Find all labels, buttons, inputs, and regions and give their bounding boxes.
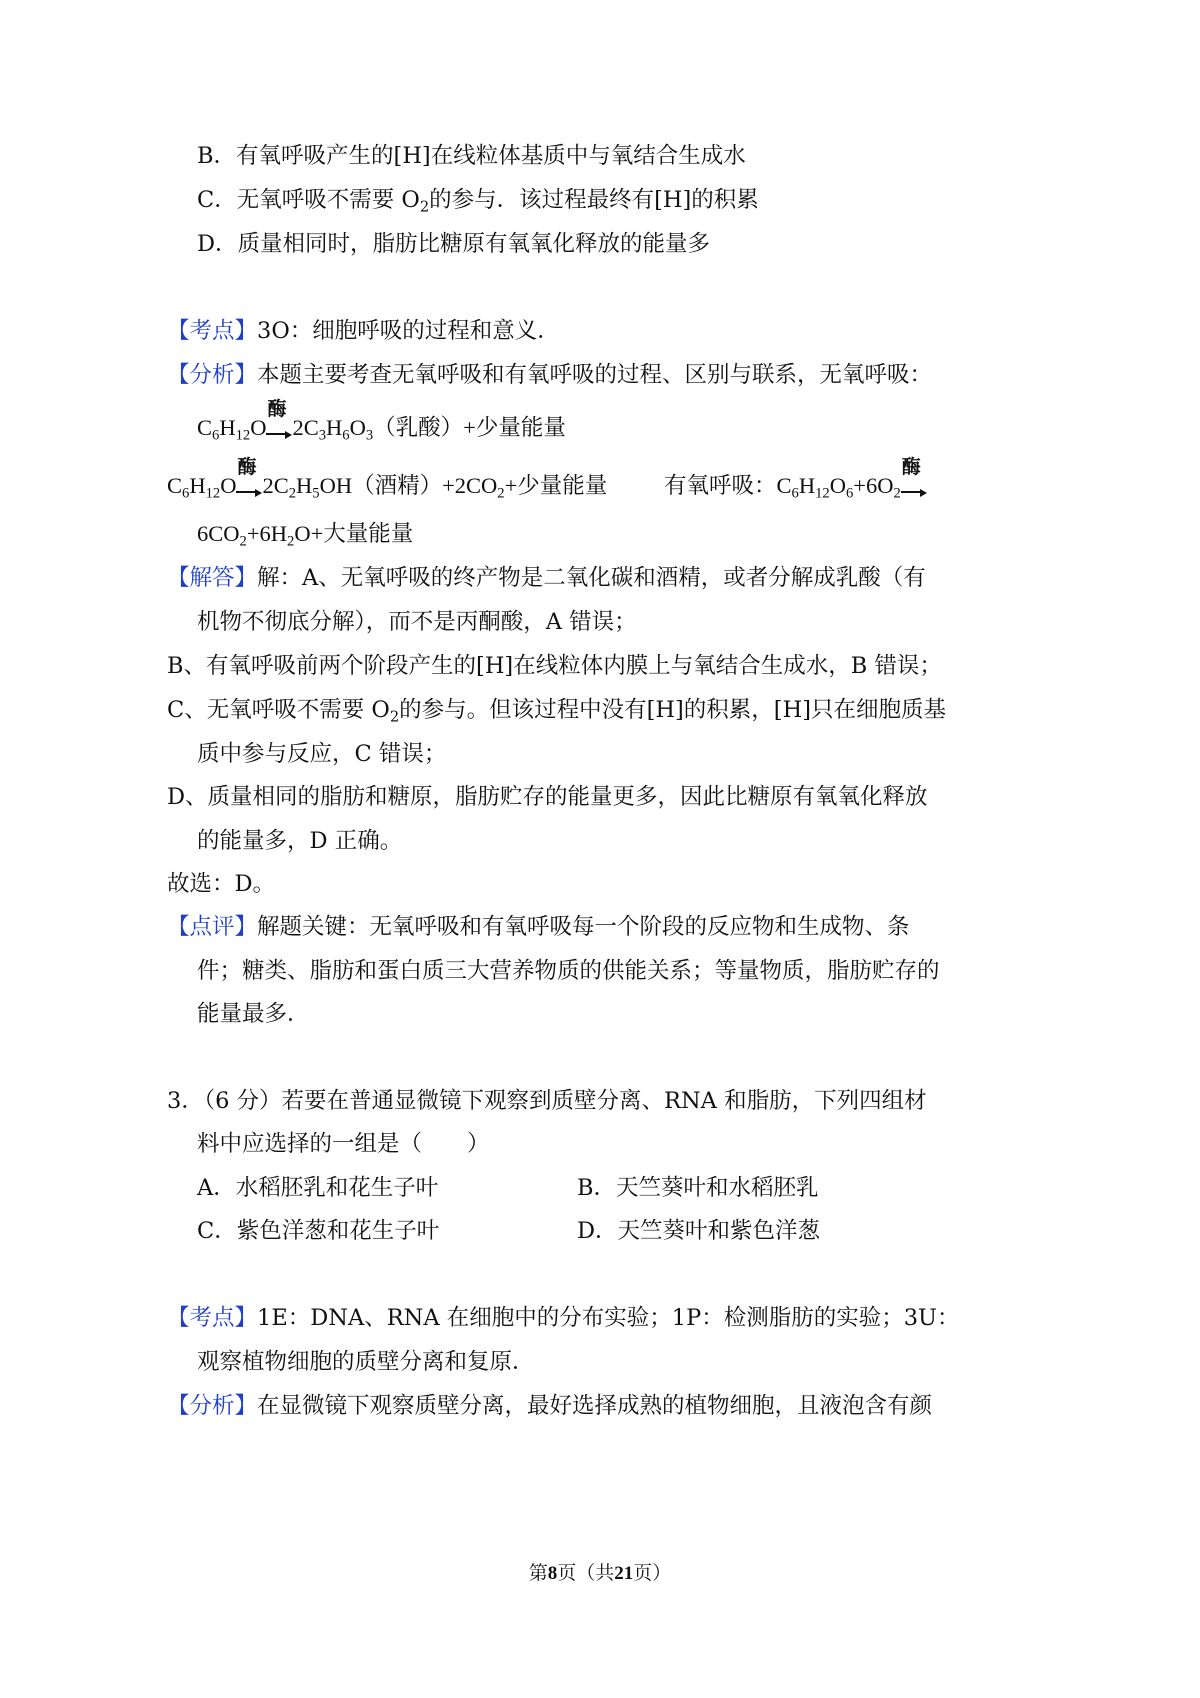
q2-jieda-c-cont: 质中参与反应，C 错误； [197,741,447,767]
q2-jieda-d: D、质量相同的脂肪和糖原，脂肪贮存的能量更多，因此比糖原有氧氧化释放 [167,784,928,810]
q3-option-c: C．紫色洋葱和花生子叶 [197,1218,440,1244]
equation-aerobic-products: $6CO_2+6H_2O+$大量能量 [197,521,414,550]
q3-option-d: D．天竺葵叶和紫色洋葱 [577,1218,821,1244]
q2-fenxi: 【分析】本题主要考查无氧呼吸和有氧呼吸的过程、区别与联系，无氧呼吸： [167,362,933,388]
q2-jieda-b: B、有氧呼吸前两个阶段产生的[H]在线粒体内膜上与氧结合生成水，B 错误； [167,653,942,679]
q2-jieda-c: C、无氧呼吸不需要 $O_2$的参与。但该过程中没有[H]的积累，[H]只在细胞质基 [167,697,946,726]
page-footer: 第8页（共21页） [528,1562,672,1584]
q2-option-d: D．质量相同时，脂肪比糖原有氧氧化释放的能量多 [197,231,711,257]
q2-dianping-cont-2: 能量最多． [197,1001,310,1027]
fenxi-tag: 【分析】 [167,1393,258,1419]
fenxi-tag: 【分析】 [167,362,258,388]
enzyme-arrow-icon: 酶 [266,412,292,438]
q2-jieda-d-cont: 的能量多，D 正确。 [197,828,403,854]
q3-stem: 3．（6 分）若要在普通显微镜下观察到质壁分离、RNA 和脂肪，下列四组材 [167,1088,927,1114]
q2-option-b: B．有氧呼吸产生的[H]在线粒体基质中与氧结合生成水 [197,143,746,169]
q2-dianping: 【点评】解题关键：无氧呼吸和有氧呼吸每一个阶段的反应物和生成物、条 [167,914,910,940]
q3-kaodian: 【考点】1E：DNA、RNA 在细胞中的分布实验；1P：检测脂肪的实验；3U： [167,1305,960,1331]
q2-jieda-a: 【解答】解：A、无氧呼吸的终产物是二氧化碳和酒精，或者分解成乳酸（有 [167,565,926,591]
page-number: 8 [547,1563,558,1584]
q3-option-b: B．天竺葵叶和水稻胚乳 [577,1175,819,1201]
dianping-tag: 【点评】 [167,914,258,940]
equation-aerobic: 有氧呼吸：$C_6H_{12}O_6+6O_2$ 酶 [664,470,927,501]
q2-option-c: C．无氧呼吸不需要 $O_2$的参与．该过程最终有[H]的积累 [197,187,759,216]
page-total: 21 [614,1563,634,1584]
kaodian-tag: 【考点】 [167,1305,258,1331]
q2-dianping-cont-1: 件；糖类、脂肪和蛋白质三大营养物质的供能关系；等量物质，脂肪贮存的 [197,958,940,984]
q3-fenxi: 【分析】在显微镜下观察质壁分离，最好选择成熟的植物细胞，且液泡含有颜 [167,1393,933,1419]
equation-alcohol: $C_6H_{12}O$ 酶 $2C_2H_5OH$（酒精）$+2CO_2+$少量能量 [167,457,608,502]
enzyme-arrow-icon: 酶 [236,470,262,496]
q3-option-a: A．水稻胚乳和花生子叶 [197,1175,439,1201]
q3-kaodian-cont: 观察植物细胞的质壁分离和复原． [197,1349,535,1375]
jieda-tag: 【解答】 [167,565,258,591]
q2-kaodian: 【考点】3O：细胞呼吸的过程和意义． [167,318,560,344]
enzyme-arrow-icon: 酶 [901,470,927,496]
q2-answer: 故选：D。 [167,871,276,897]
equation-lactic-acid: $C_6H_{12}O$ 酶 $2C_3H_6O_3$（乳酸）+少量能量 [197,399,566,444]
q2-jieda-a-cont: 机物不彻底分解），而不是丙酮酸，A 错误； [197,609,637,635]
q3-stem-cont: 料中应选择的一组是（ ） [197,1131,490,1157]
kaodian-tag: 【考点】 [167,318,258,344]
